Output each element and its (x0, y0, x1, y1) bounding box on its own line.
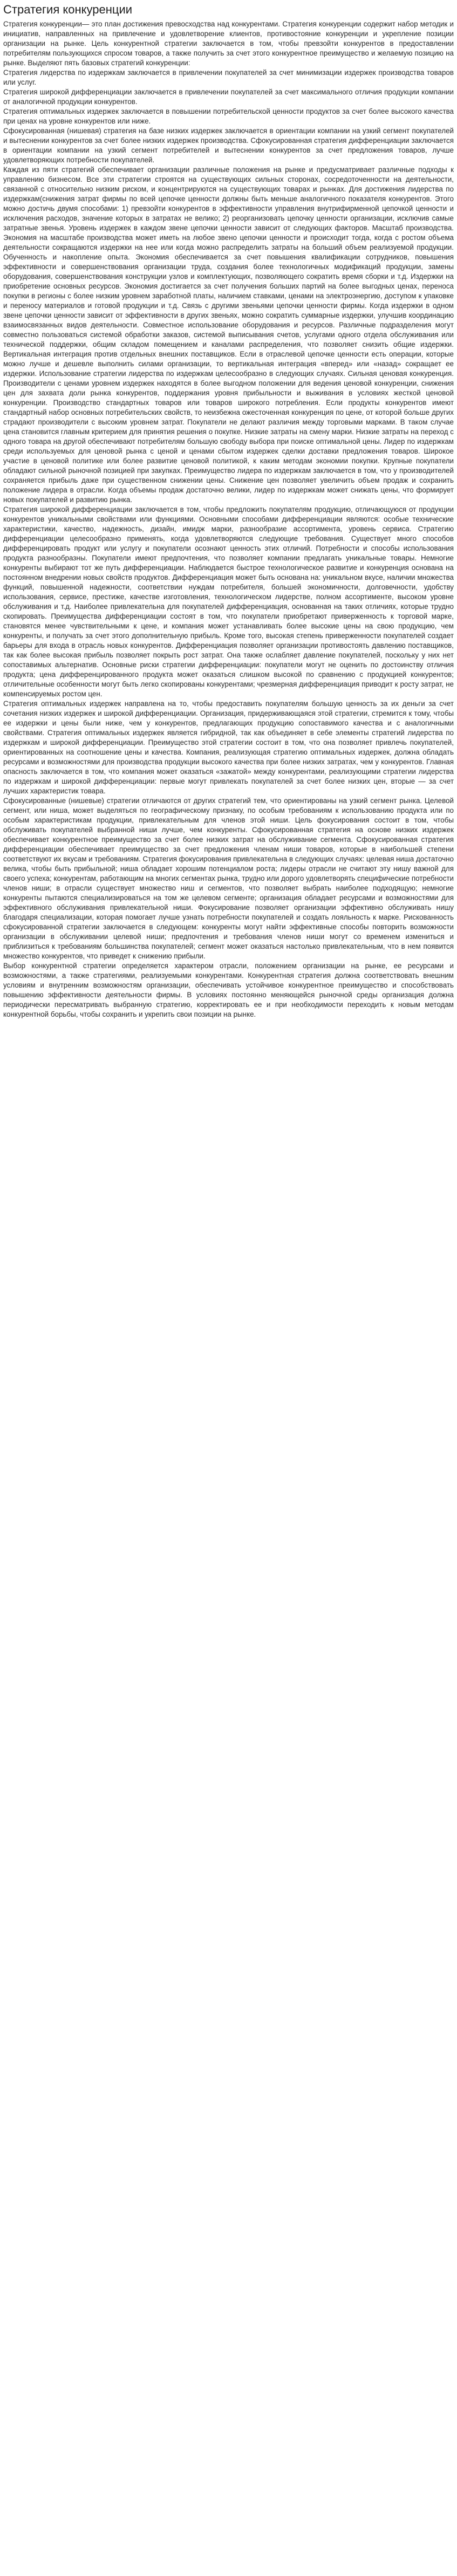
paragraph-cost-leadership-details: Каждая из пяти стратегий обеспечивает организации различные положения на рынке и предусматривает различные подходы к управлению бизнесом. Все эти стратегии строятся на существующих сильных сторонах, сосредоточенности на деятельности, связанной с относительно низким риском, и концентрируются на существующих товарах и рынках. Для достижения лидерства по издержкам(снижения затрат фирмы по всей цепочке ценности должны быть меньше аналогичного показателя конкурентов. Этого можно достичь двумя способами: 1) превзойти конкурентов в эффективности управления внутрифирменной цепочкой ценности и исключения расходов, значение которых в затратах не велико; 2) реорганизовать цепочку ценности организации, исключив самые затратные звенья. Уровень издержек в каждом звене цепочки ценности зависит от следующих факторов. Масштаб производства. Экономия на масштабе производства может иметь на любое звено цепочки ценности и происходит тогда, когда с ростом объема деятельности сокращаются издержки на нее или когда можно распределить затраты на больший объем реализуемой продукции. Обученность и накопление опыта. Экономия обеспечивается за счет повышения квалификации сотрудников, повышения эффективности и совершенствования организации труда, создания более технологичных модификаций продукции, замены оборудования, совершенствования конструкции узлов и комплектующих, позволяющего сократить время сборки и т.д. Издержки на приобретение основных ресурсов. Экономия достигается за счет получения больших партий на более выгодных ценах, переноса покупки в регионы с более низким уровнем заработной платы, наличием ставками, ценами на электроэнергию, доступом к упаковке и переносу материалов и готовой продукции и т.д. Связь с другими звеньями цепочки ценности фирмы. Когда издержки в одном звене цепочки ценности зависит от эффективности в других звеньях, можно сократить суммарные издержки, улучшив координацию взаимосвязанных видов деятельности. Совместное использование оборудования и ресурсов. Различные подразделения могут совместно пользоваться системой обработки заказов, системой выписывания счетов, услугами одного отдела обслуживания или технической поддержки, общим складом помещением и каналами распределения, что позволяет снизить общие издержки. Вертикальная интеграция против отдельных внешних поставщиков. Если в отраслевой цепочке ценности есть операции, которые можно лучше и дешевле выполнить силами организации, то вертикальная интеграция «вперед» или «назад» сокращает ее издержки. Использование стратегии лидерства по издержкам целесообразно в следующих случаях. Сильная ценовая конкуренция. Производители с ценами уровнем издержек находятся в более выгодном положении для ведения ценовой конкуренции, снижения цен для захвата доли рынка конкурентов, поддержания уровня прибыльности и выживания в условиях жесткой ценовой конкуренции. Производство стандартных товаров или товаров широкого потребления. Если продукты конкурентов имеют стандартный набор основных потребительских свойств, то неизбежна ожесточенная конкуренция по цене, от которой больше других страдают производители с высоким уровнем затрат. Покупатели не делают различия между торговыми марками. В таком случае цена становится главным критерием для принятия решения о покупке. Низкие затраты на смену марки. Низкие затраты на переход с одного товара на другой обеспечивают потребителям большую свободу выбора при поиске оптимальной цены. Лидер по издержкам среди используемых для ценовой рынка с ценой и ценами сбытом издержек сделки доставки предложения товаров. Широкое участие в ценовой политике или более развитие ценовой политикой, к каким методам экономии покупки. Крупные покупатели обладают сильной рыночной позицией при закупках. Преимущество лидера по издержкам заключается в том, что у производителей сохраняется прибыль даже при существенном снижении цены. Снижение цен позволяет увеличить объем продаж и сохранить положение лидера в отрасли. Когда объемы продаж достаточно велики, лидер по издержкам может снижать цены, что формирует новых покупателей и развитию рынка. (3, 166, 454, 504)
paragraph-conclusion: Выбор конкурентной стратегии определяется характером отрасли, положением организации на рынке, ее ресурсами и возможностями, а также стратегиями, реализуемыми конкурентами. Конкурентная стратегия должна соответствовать внешним условиям и внутренним возможностям организации, обеспечивать устойчивое конкурентное преимущество и способствовать повышению эффективности деятельности фирмы. В условиях постоянно меняющейся рыночной среды организация должна периодически пересматривать выбранную стратегию, корректировать ее и при необходимости переходить к новым методам конкурентной борьбы, чтобы сохранить и укрепить свои позиции на рынке. (3, 962, 454, 1018)
document-body (3, 19, 454, 1019)
paragraph-best-cost: Стратегия оптимальных издержек заключается в повышении потребительской ценности продуктов за счет более высокого качества при ценах на уровне конкурентов или ниже. (3, 107, 454, 125)
paragraph-best-cost-details: Стратегия оптимальных издержек направлена на то, чтобы предоставить покупателям большую ценность за их деньги за счет сочетания низких издержек и широкой дифференциации. Организация, придерживающаяся этой стратегии, стремится к тому, чтобы ее издержки и цены были ниже, чем у конкурентов, предлагающих продукцию сопоставимого качества и с аналогичными свойствами. Стратегия оптимальных издержек является гибридной, так как объединяет в себе элементы стратегий лидерства по издержкам и широкой дифференциации. Преимущество этой стратегии состоит в том, что она позволяет привлечь покупателей, ориентированных на соотношение цены и качества. Компания, реализующая стратегию оптимальных издержек, должна обладать ресурсами и возможностями для производства продукции высокого качества при более низких затратах, чем у конкурентов. Главная опасность заключается в том, что компания может оказаться «зажатой» между конкурентами, реализующими стратегии лидерства по издержкам и широкой дифференциации: первые могут привлекать покупателей за счет более низких цен, вторые — за счет лучших характеристик товара. (3, 700, 454, 795)
page-title: Стратегия конкуренции (3, 3, 133, 16)
paragraph-differentiation-details: Стратегия широкой дифференциации заключается в том, чтобы предложить покупателям продукцию, отличающуюся от продукции конкурентов уникальными свойствами или функциями. Основными способами дифференциации являются: особые технические характеристики, качество, надежность, дизайн, имидж марки, разнообразие ассортимента, уровень сервиса. Стратегию дифференциации целесообразно применять, когда удовлетворяются следующие требования. Существует много способов дифференцировать продукт или услугу и покупатели осознают ценность этих отличий. Потребности и способы использования продукта разнообразны. Покупатели имеют предпочтения, что позволяет компании предлагать уникальные товары. Немногие конкуренты выбирают тот же путь дифференциации. Наблюдается быстрое технологическое развитие и конкуренция основана на постоянном внедрении новых свойств продуктов. Дифференциация может быть основана на: уникальном вкусе, наличии множества функций, повышенной надежности, соответствии нуждам потребителя, большей экономичности, долговечности, удобству использования, сервисе, престиже, качестве изготовления, технологическом лидерстве, полном ассортименте, высоком уровне обслуживания и т.д. Наиболее привлекательна для покупателей дифференциация, основанная на таких отличиях, которые трудно скопировать. Преимущества дифференциации состоят в том, что покупатели приобретают приверженность к торговой марке, становятся менее чувствительными к цене, и компания может устанавливать более высокие цены на свою продукцию, чем конкуренты, и получать за счет этого дополнительную прибыль. Кроме того, высокая степень приверженности покупателей создает барьеры для входа в отрасль новых конкурентов. Дифференциация позволяет организации противостоять давлению поставщиков, так как более высокая прибыль позволяет покрыть рост затрат. Она также ослабляет давление покупателей, поскольку у них нет сопоставимых альтернатив. Основные риски стратегии дифференциации: покупатели могут не оценить по достоинству отличия продукта; цена дифференцированного продукта может оказаться слишком высокой по сравнению с продукцией конкурентов; отличительные особенности могут быть легко скопированы конкурентами; чрезмерная дифференциация приводит к росту затрат, не компенсируемых ростом цен. (3, 505, 454, 698)
paragraph-focused-strategies: Сфокусированная (нишевая) стратегия на базе низких издержек заключается в ориентации компании на узкий сегмент покупателей и вытеснении конкурентов за счет более низких издержек производства. Сфокусированная стратегия дифференциации заключается в ориентации компании на узкий сегмент потребителей и вытеснении конкурентов за счет предложения товаров, лучше удовлетворяющих потребности покупателей. (3, 127, 454, 164)
paragraph-intro: Стратегия конкуренции— это план достижения превосходства над конкурентами. Стратегия конкуренции содержит набор методик и инициатив, направленных на привлечение и удовлетворение клиентов, противостояние конкуренции и укрепление позиции организации на рынке. Цель конкурентной стратегии заключается в том, чтобы превзойти конкурентов в предоставлении потребителям пользующихся спросом товаров, а также получить за счет этого конкурентное преимущество и желаемую позицию на рынке. Выделяют пять базовых стратегий конкуренции: (3, 20, 454, 67)
paragraph-focus-details: Сфокусированные (нишевые) стратегии отличаются от других стратегий тем, что ориентированы на узкий сегмент рынка. Целевой сегмент, или ниша, может выделяться по географическому признаку, по особым требованиям к использованию продукта или по особым характеристикам продукции, привлекательным для членов этой ниши. Цель фокусирования состоит в том, чтобы обслуживать покупателей выбранной ниши лучше, чем конкуренты. Сфокусированная стратегия на основе низких издержек обеспечивает конкурентное преимущество за счет более низких затрат на обслуживание сегмента. Сфокусированная стратегия дифференциации обеспечивает преимущество за счет предложения членам ниши товаров, которые в наибольшей степени соответствуют их вкусам и требованиям. Стратегия фокусирования привлекательна в следующих случаях: целевая ниша достаточно велика, чтобы быть прибыльной; ниша обладает хорошим потенциалом роста; лидеры отрасли не считают эту нишу важной для своего успеха; конкурентам, работающим на многих сегментах рынка, трудно или дорого удовлетворять специфические потребности членов ниши; в отрасли существует множество ниш и сегментов, что позволяет выбрать наиболее подходящую; немногие конкуренты пытаются специализироваться на том же целевом сегменте; организация обладает ресурсами и возможностями для эффективного обслуживания привлекательной ниши. Фокусирование позволяет организации эффективно обслуживать нишу благодаря специализации, которая помогает лучше узнать потребности покупателей и создать лояльность к марке. Рискованность сфокусированной стратегии заключается в следующем: конкуренты могут найти эффективные способы повторить возможности организации в обслуживании целевой ниши; предпочтения и требования членов ниши могут со временем измениться и приблизиться к требованиям большинства покупателей; сегмент может оказаться настолько привлекательным, что в нем появится множество конкурентов, что приведет к снижению прибыли. (3, 797, 454, 960)
paragraph-cost-leadership: Стратегия лидерства по издержкам заключается в привлечении покупателей за счет минимизации издержек производства товаров или услуг. (3, 68, 454, 86)
paragraph-broad-differentiation: Стратегия широкой дифференциации заключается в привлечении покупателей за счет максимального отличия продукции компании от аналогичной продукции конкурентов. (3, 88, 454, 106)
